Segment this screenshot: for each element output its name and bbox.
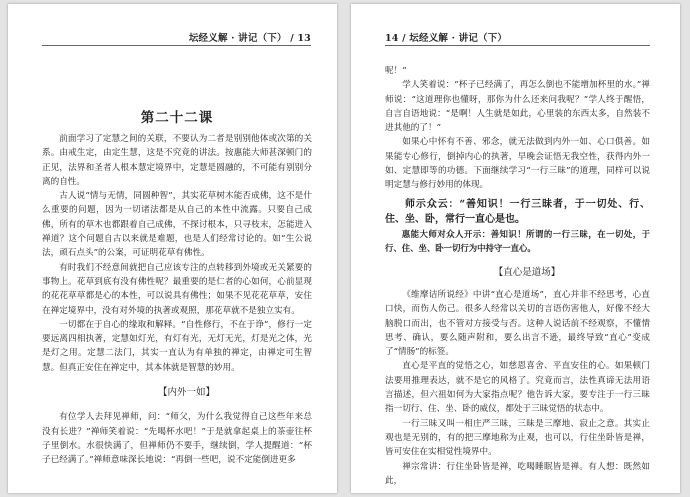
left-page-header: 坛经义解 · 讲记（下） / 13 (188, 33, 311, 44)
paragraph: 一行三昧又叫一相庄严三昧，三昧是三摩地、寂止之意。其实止观也是无别的，有的把三摩地称为止观，也可以，行住坐卧皆是禅，皆可安住在实相觉性境界中。 (385, 418, 650, 458)
section-heading: 【直心是道场】 (493, 266, 561, 278)
paragraph: 直心是平直的觉悟之心，如慈恩喜舍、平直安住的心。如果顿门法要用推理表达，就不是它的风格了。究竟而言，法性真谛无法用语言描述，但六祖如何为大家指点呢？他告诉大家，要专注于一行三昧指一切行、住、坐、卧的威仪，都处于三昧觉悟的状态中。 (385, 361, 650, 415)
paragraph: 有位学人去拜见禅师，问：“师父，为什么我觉得自己这些年来总没有长进？”禅师笑着说：“先喝杯水吧！”于是就拿起桌上的茶壶往杯子里倒水。水很快满了，但禅师仍不要手，继续倒，学人提醒道：“杯子已经满了。”禅师意味深长地说：“再倒一些吧，说不定能倒进更多 (42, 412, 312, 466)
paragraph: 有时我们不经意间就把自己应该专注的点转移到外境或无关紧要的事物上。花草到底有没有佛性呢？最重要的是仁者的心如何，心前显现的花花草草都是心的本性，可以说具有佛性；如果不见花花草草，安住在禅定境界中，没有对外境的执著或观照，那花草就不是独立实有。 (42, 262, 312, 316)
paragraph: 一切都在于自心的缘取和解释。“自性修行，不在于诤”，修行一定要远离四相执著，定慧如灯光，有灯有光，无灯无光，灯是光之体，光是灯之用。定慧二法门，其实一直认为有单独的禅定，由禅定可生智慧。但真正安住在禅定中，其本体就是智慧的妙用。 (42, 319, 312, 373)
paragraph: 《维摩诘所说经》中讲“直心是道场”，直心并非不经思考，心直口快，而伤人伤己。很多人经常以关切的言语伤害他人，好像不经大脑脱口而出，也不管对方接受与否。这种人说话前不经观察，不懂情思考、确认，要么随声附和，要么出言不逊，最终导致“直心”变成了“情肠”的标签。 (385, 289, 650, 358)
paragraph: 学人笑着说：“杯子已经满了，再怎么倒也不能增加杯里的水。”禅师说：“这道理你也懂呀，那你为什么还来问我呢？”学人终于醒悟，自言自语地说：“是啊！人生就是如此，心里装的东西太多，自然装不进其他的了！” (385, 80, 650, 134)
paragraph: 如果心中怀有不善、邪念，就无法做到内外一如、心口俱善。如果能专心修行，倒掉内心的执著，早晚会证悟无我空性，获得内外一如、定慧即等的功德。下面继续学习“一行三昧”的道理，同样可以说明定慧与修行妙用的体现。 (385, 137, 650, 191)
right-page-header: 14 / 坛经义解 · 讲记（下） (385, 33, 508, 44)
header-divider (385, 45, 650, 46)
quote-annotation: 惠能大师对众人开示：善知识！所谓的一行三昧，在一切处，于行、住、坐、卧一切行为中持守一直心。 (385, 228, 650, 253)
paragraph: 古人说“情与无情，同圆种智”，其实花草树木能否成佛，这不是什么重要的问题，因为一切诸法都是从自己的本性中流露。只要自己成佛，所有的草木也都跟着自己成佛，不探讨根本，只寻枝末，怎能进入禅道？这个问题自古以来就是难题，也是人们经常讨论的。如“生公说法，顽石点头”的公案，可证明花草有佛性。 (42, 191, 312, 259)
right-page (351, 4, 680, 493)
left-page-body (42, 132, 312, 468)
continued-text: 呢！” (385, 66, 407, 76)
lesson-title: 第二十二课 (140, 110, 214, 126)
paragraph: 禅宗常讲：行住坐卧皆是禅，吃喝睡眠皆是禅。有人想：既然如此， (385, 461, 650, 486)
left-page (8, 4, 337, 493)
header-divider (42, 45, 311, 46)
sutra-quote: 师示众云：“善知识！一行三昧者，于一切处、行、住、坐、卧，常行一直心是也。 (385, 198, 650, 225)
right-page-body (385, 64, 650, 488)
section-heading: 【内外一如】 (157, 387, 215, 399)
paragraph: 前面学习了定慧之间的关联，不要认为二者是别别他体或次第的关系。由戒生定，由定生慧，这是不究竟的讲法。按惠能大师甚深顿门的正见，法界和圣者人根本慧定境界中，定慧是圆融的，不可能有别别分离的自性。 (42, 134, 312, 187)
